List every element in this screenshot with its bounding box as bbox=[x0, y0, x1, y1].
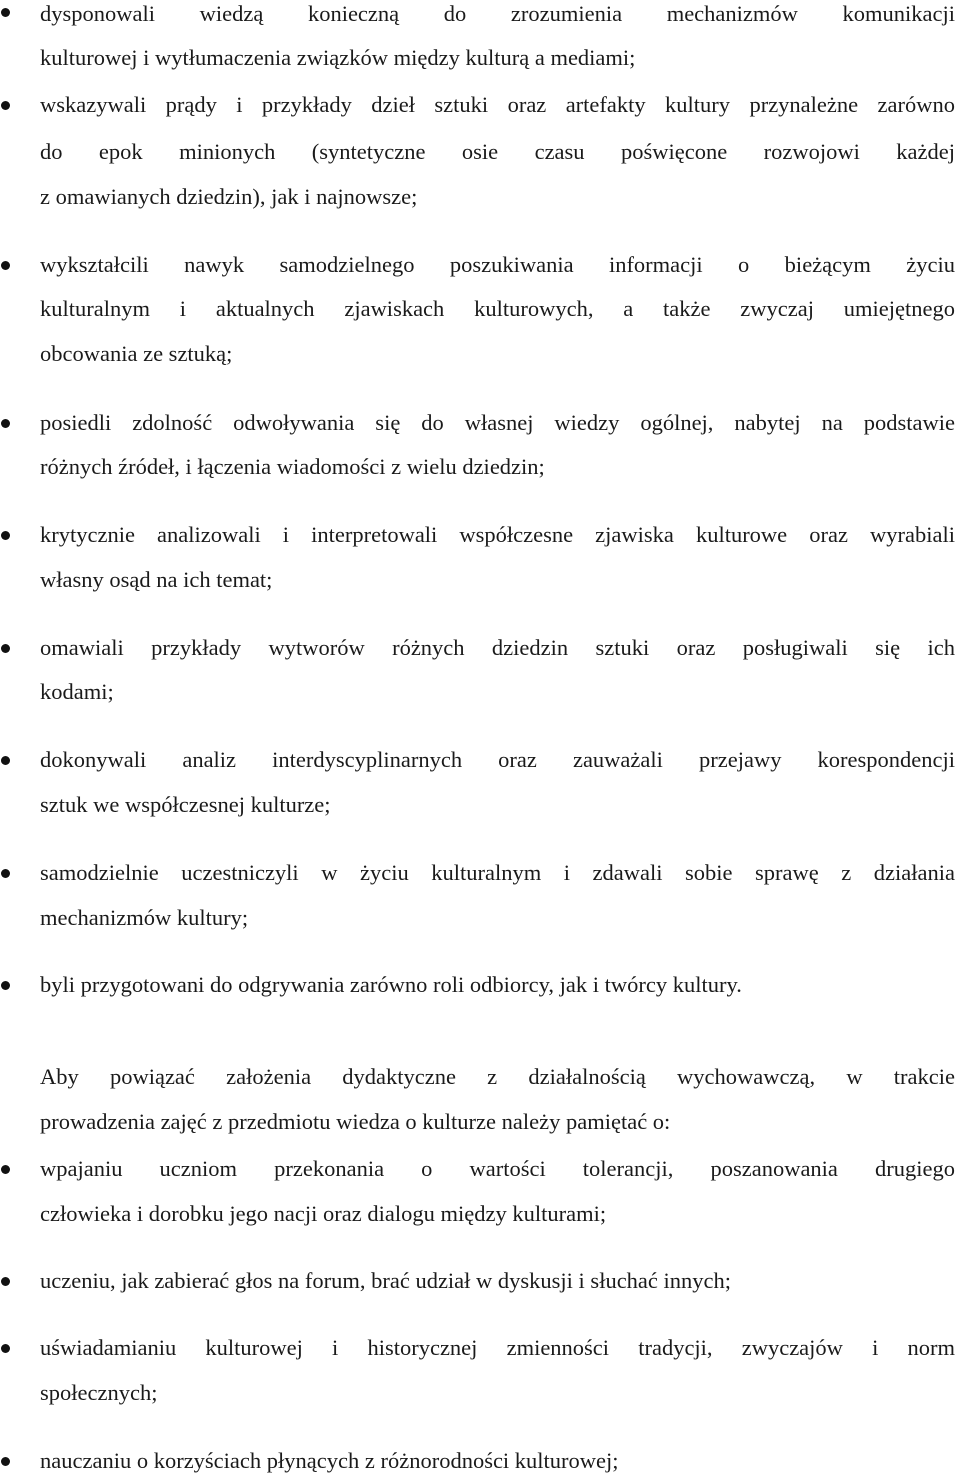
bullet-icon bbox=[1, 531, 10, 540]
bullet-icon bbox=[1, 261, 10, 270]
list-item-line: omawiali przykłady wytworów różnych dziedzin sztuki oraz posługiwali się ich bbox=[40, 635, 955, 660]
bullet-icon bbox=[1, 8, 10, 17]
bullet-icon bbox=[1, 1344, 10, 1353]
bullet-icon bbox=[1, 419, 10, 428]
list-item-line: dokonywali analiz interdyscyplinarnych oraz zauważali przejawy korespondencji bbox=[40, 747, 955, 772]
list-item-line: byli przygotowani do odgrywania zarówno roli odbiorcy, jak i twórcy kultury. bbox=[40, 972, 742, 997]
list-item-line: kulturalnym i aktualnych zjawiskach kulturowych, a także zwyczaj umiejętnego bbox=[40, 296, 955, 321]
list-item-line: kulturowej i wytłumaczenia związków między kulturą a mediami; bbox=[40, 45, 636, 70]
list-item-line: posiedli zdolność odwoływania się do własnej wiedzy ogólnej, nabytej na podstawie bbox=[40, 410, 955, 435]
list-item-line: samodzielnie uczestniczyli w życiu kulturalnym i zdawali sobie sprawę z działania bbox=[40, 860, 955, 885]
list-item-line: sztuk we współczesnej kulturze; bbox=[40, 792, 331, 817]
bullet-icon bbox=[1, 1277, 10, 1286]
list-item-line: nauczaniu o korzyściach płynących z różnorodności kulturowej; bbox=[40, 1448, 619, 1473]
list-item-line: człowieka i dorobku jego nacji oraz dialogu między kulturami; bbox=[40, 1201, 607, 1226]
list-item-line: uświadamianiu kulturowej i historycznej zmienności tradycji, zwyczajów i norm bbox=[40, 1335, 955, 1360]
list-item-line: społecznych; bbox=[40, 1380, 158, 1405]
list-item-line: wykształcili nawyk samodzielnego poszukiwania informacji o bieżącym życiu bbox=[40, 252, 955, 277]
list-item-line: własny osąd na ich temat; bbox=[40, 567, 273, 592]
bullet-icon bbox=[1, 101, 10, 110]
intro-paragraph-line: Aby powiązać założenia dydaktyczne z działalnością wychowawczą, w trakcie bbox=[40, 1064, 955, 1089]
bullet-icon bbox=[1, 981, 10, 990]
list-item-line: różnych źródeł, i łączenia wiadomości z wielu dziedzin; bbox=[40, 454, 545, 479]
list-item-line: krytycznie analizowali i interpretowali współczesne zjawiska kulturowe oraz wyrabiali bbox=[40, 522, 955, 547]
list-item-line: uczeniu, jak zabierać głos na forum, brać udział w dyskusji i słuchać innych; bbox=[40, 1268, 732, 1293]
list-item-line: wpajaniu uczniom przekonania o wartości tolerancji, poszanowania drugiego bbox=[40, 1156, 955, 1181]
bullet-icon bbox=[1, 869, 10, 878]
list-item-line: mechanizmów kultury; bbox=[40, 905, 249, 930]
list-item-line: z omawianych dziedzin), jak i najnowsze; bbox=[40, 184, 418, 209]
bullet-icon bbox=[1, 1457, 10, 1466]
bullet-icon bbox=[1, 1165, 10, 1174]
intro-paragraph-line: prowadzenia zajęć z przedmiotu wiedza o kulturze należy pamiętać o: bbox=[40, 1109, 671, 1134]
bullet-icon bbox=[1, 756, 10, 765]
list-item-line: obcowania ze sztuką; bbox=[40, 341, 233, 366]
list-item-line: do epok minionych (syntetyczne osie czasu poświęcone rozwojowi każdej bbox=[40, 139, 955, 164]
list-item-line: wskazywali prądy i przykłady dzieł sztuki oraz artefakty kultury przynależne zarówno bbox=[40, 92, 955, 117]
list-item-line: kodami; bbox=[40, 679, 114, 704]
list-item-line: dysponowali wiedzą konieczną do zrozumienia mechanizmów komunikacji bbox=[40, 1, 955, 26]
bullet-icon bbox=[1, 644, 10, 653]
